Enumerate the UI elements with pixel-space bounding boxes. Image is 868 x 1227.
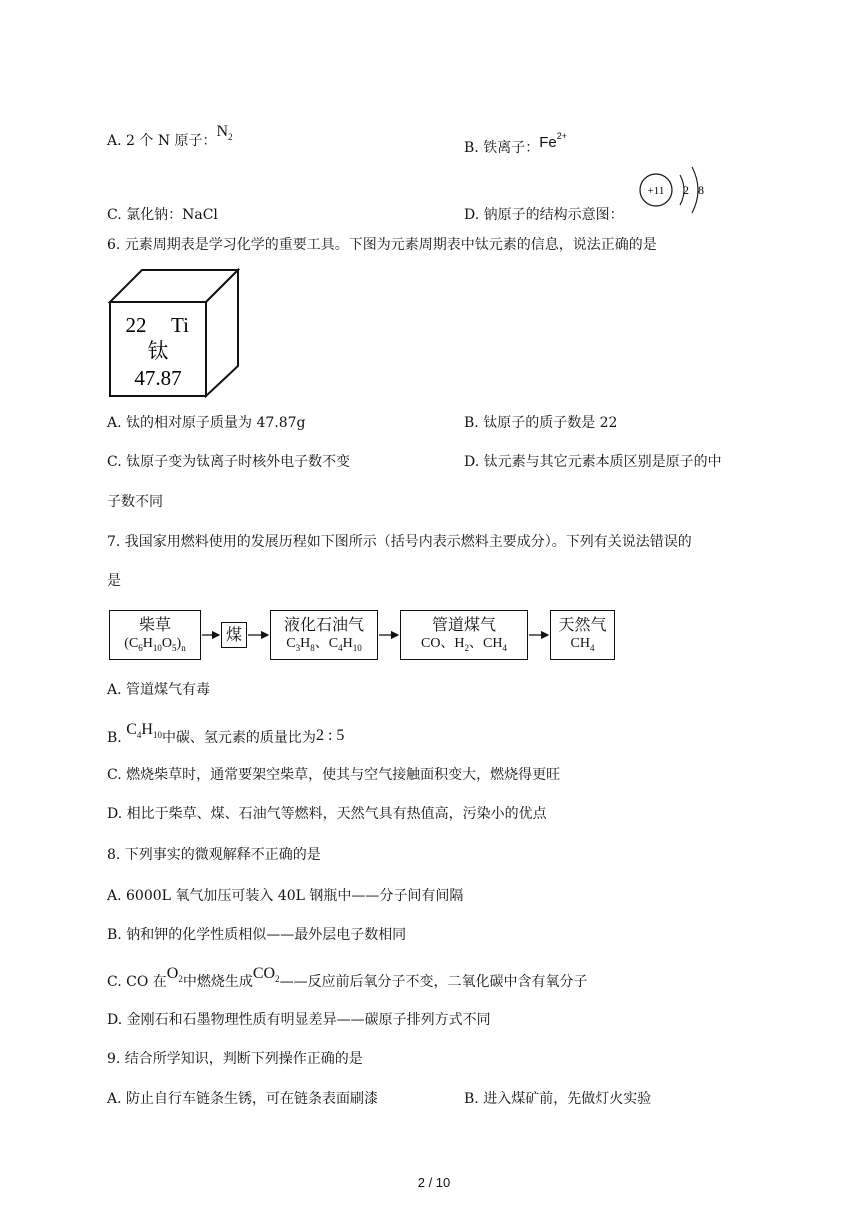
shell-2-electrons: 8 xyxy=(698,183,704,197)
fuel-box-natural-gas-formula: $CH_4$ xyxy=(570,636,595,653)
q6-option-c: C. 钛原子变为钛离子时核外电子数不变 xyxy=(107,454,351,470)
q8-option-c-post: ——反应前后氧分子不变，二氧化碳中含有氧分子 xyxy=(279,974,588,990)
q8-option-c-mid: 中燃烧生成 xyxy=(182,974,253,990)
q8-option-b: B. 钠和钾的化学性质相似——最外层电子数相同 xyxy=(107,927,407,943)
q8-option-d: D. 金刚石和石墨物理性质有明显差异——碳原子排列方式不同 xyxy=(107,1012,491,1028)
q6-option-a: A. 钛的相对原子质量为 47.87g xyxy=(107,415,306,431)
q7-option-a: A. 管道煤气有毒 xyxy=(107,682,211,698)
atomic-number: 22 xyxy=(125,313,147,337)
q7-option-b-formula: $C_4H_{10}$ xyxy=(126,721,162,740)
q7-option-b-prefix: B. xyxy=(107,730,122,746)
fuel-box-lpg-formula: $C_3H_8$、$C_4H_{10}$ xyxy=(286,636,362,653)
q6-option-b: B. 钛原子的质子数是 22 xyxy=(464,415,618,431)
q8-option-c xyxy=(107,965,588,997)
shell-1-electrons: 2 xyxy=(683,183,689,197)
q7-stem: 7. 我国家用燃料使用的发展历程如下图所示（括号内表示燃料主要成分）。下列有关说法错误的 xyxy=(107,534,692,550)
q7-option-b-text: 中碳、氢元素的质量比为 xyxy=(161,730,316,746)
q5-option-d-label: D. 钠原子的结构示意图： xyxy=(464,207,624,223)
q5-option-a-formula: N xyxy=(216,123,229,140)
q6-stem: 6. 元素周期表是学习化学的重要工具。下图为元素周期表中钛元素的信息，说法正确的是 xyxy=(107,237,657,253)
fuel-box-lpg-title: 液化石油气 xyxy=(283,615,364,634)
sodium-atom-diagram xyxy=(635,163,715,223)
q7-option-b-ratio: 2 : 5 xyxy=(315,727,345,744)
page-number: 2 / 10 xyxy=(417,1175,451,1190)
q6-option-d: D. 钛元素与其它元素本质区别是原子的中 xyxy=(464,454,722,470)
q5-option-d xyxy=(464,205,624,225)
nucleus-charge: +11 xyxy=(647,185,665,197)
q7-option-b xyxy=(107,721,345,753)
relative-atomic-mass: 47.87 xyxy=(134,366,182,390)
q9-stem: 9. 结合所学知识，判断下列操作正确的是 xyxy=(107,1051,363,1067)
q8-stem: 8. 下列事实的微观解释不正确的是 xyxy=(107,847,321,863)
q5-option-b-label: B. 铁离子： xyxy=(464,140,540,156)
q5-option-b-superscript: 2+ xyxy=(556,131,567,141)
fuel-box-firewood-title: 柴草 xyxy=(138,615,171,634)
titanium-element-cube xyxy=(108,268,248,398)
q7-stem-continued: 是 xyxy=(107,573,121,589)
fuel-box-coal-title: 煤 xyxy=(225,625,242,644)
q9-option-a: A. 防止自行车链条生锈，可在链条表面刷漆 xyxy=(107,1091,379,1107)
q8-option-c-prefix: C. CO 在 xyxy=(107,974,167,990)
fuel-box-pipeline-gas-title: 管道煤气 xyxy=(431,615,496,634)
q5-option-b xyxy=(464,131,567,158)
fuel-box-natural-gas-title: 天然气 xyxy=(558,615,607,634)
element-symbol: Ti xyxy=(171,313,189,337)
q5-option-a-label: A. 2 个 N 原子： xyxy=(107,133,217,149)
q5-option-b-formula: Fe xyxy=(539,134,557,151)
q5-option-c: C. 氯化钠：NaCl xyxy=(107,207,218,223)
q9-option-b: B. 进入煤矿前，先做灯火实验 xyxy=(464,1091,652,1107)
q8-option-c-o2: $O_2$ xyxy=(166,965,183,984)
q7-option-c: C. 燃烧柴草时，通常要架空柴草，使其与空气接触面积变大，燃烧得更旺 xyxy=(107,767,561,783)
element-name: 钛 xyxy=(147,339,169,363)
q7-option-d: D. 相比于柴草、煤、石油气等燃料，天然气具有热值高，污染小的优点 xyxy=(107,806,547,822)
q8-option-c-co2: $CO_2$ xyxy=(252,965,280,984)
q5-option-a xyxy=(107,123,233,156)
q6-option-d-continued: 子数不同 xyxy=(107,494,163,510)
fuel-box-firewood-formula: $(C_6H_{10}O_5)_n$ xyxy=(124,636,186,653)
q5-option-a-subscript: 2 xyxy=(228,132,233,142)
flow-arrows xyxy=(0,626,868,646)
fuel-box-pipeline-gas-formula: CO、$H_2$、$CH_4$ xyxy=(420,636,507,653)
q8-option-a: A. 6000L 氧气加压可装入 40L 钢瓶中——分子间有间隔 xyxy=(107,888,464,904)
